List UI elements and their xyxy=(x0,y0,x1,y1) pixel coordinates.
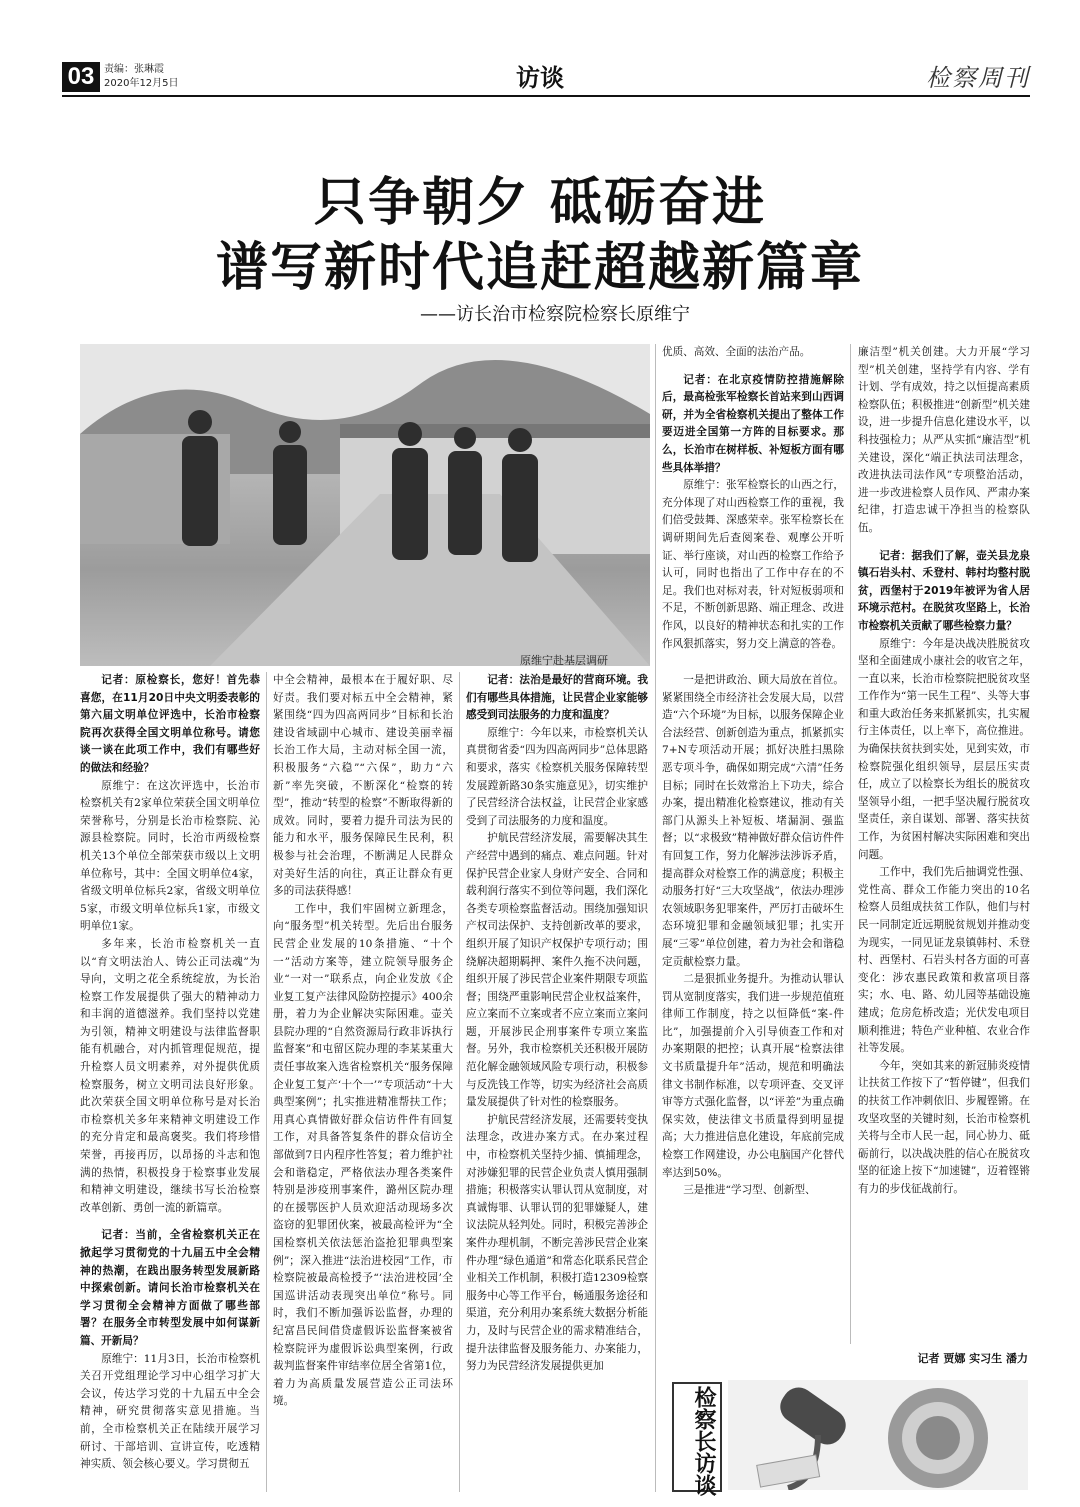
column-rule xyxy=(655,344,656,1492)
interview-question: 记者：法治是最好的营商环境。我们有哪些具体措施，让民营企业家能够感受到司法服务的力度和温度？ xyxy=(466,674,648,722)
interview-paragraph: 中全会精神，最根本在于履好职、尽好责。我们要对标五中全会精神，紧紧围绕“四为四高两同步”目标和长治建设省域副中心城市、建设美丽幸福长治工作大局，主动对标全国一流，积极服务“六稳”“六保”，助力“六新”率先突破，不断深化“检察的转型”，推动“转型的检察”不断取得新的成效。同时，要着力提升司法为民的能力和水平，服务保障民生民利，积极参与社会治理，不断满足人民群众对美好生活的向往，真正让群众有更多的司法获得感！ xyxy=(273,674,453,898)
interview-paragraph: 二是狠抓业务提升。为推动认罪认罚从宽制度落实，我们进一步规范值班律师工作制度，持之以恒降低“案-件比”，加强提前介入引导侦查工作和对办案期限的把控；认真开展“检察法律文书质量提升年”活动，规范和明确法律文书制作标准，以专项评查、交叉评审等方式强化监督，以“评差”为重点确保实效，使法律文书质量得到明显提高；大力推进信息化建设，年底前完成检察工作网建设，办公电脑国产化替代率达到50%。 xyxy=(662,973,844,1179)
interview-paragraph: 原维宁：在这次评选中，长治市检察机关有2家单位荣获全国文明单位荣誉称号，分别是长治市检察院、沁源县检察院。同时，长治市两级检察机关13个单位全部荣获市级以上文明单位称号，其中：全国文明单位4家，省级文明单位标兵2家，省级文明单位5家，市级文明单位标兵1家，市级文明单位1家。 xyxy=(80,779,260,933)
header-rule xyxy=(62,95,1030,97)
interview-badge xyxy=(668,1380,1028,1490)
microphone-icon xyxy=(668,1380,1028,1490)
text-column-4-top xyxy=(662,344,844,662)
interview-paragraph: 多年来，长治市检察机关一直以“育文明法治人、铸公正司法魂”为导向，文明之花全系统绽放，为长治检察工作发展提供了强大的精神动力和丰润的道德滋养。我们坚持以党建为引领，精神文明建设与法律监督职能有机融合，对内抓管理促规范，提升检察人员文明素养，对外提供优质检察服务，树立文明司法良好形象。此次荣获全国文明单位称号是对长治市检察机关多年来精神文明建设工作的充分肯定和最高褒奖。我们将珍惜荣誉，再接再厉，以昂扬的斗志和饱满的热情，积极投身于检察事业发展和精神文明建设，继续书写长治检察改革创新、勇创一流的新篇章。 xyxy=(80,937,260,1214)
text-column-5 xyxy=(858,344,1030,1342)
page-number: 03 xyxy=(62,62,100,92)
interview-paragraph: 廉洁型”机关创建。大力开展“学习型”机关创建，坚持学有内容、学有计划、学有成效，持之以恒提高素质检察队伍；积极推进“创新型”机关建设，进一步提升信息化建设水平，以科技强检力；从严从实抓“廉洁型”机关建设，深化“端正执法司法理念，改进执法司法作风”专项整治活动，进一步改进检察人员作风、严肃办案纪律，打造忠诚干净担当的检察队伍。 xyxy=(858,346,1030,534)
interview-paragraph: 工作中，我们牢固树立新理念，向“服务型”机关转型。先后出台服务民营企业发展的10条措施、“十个一”活动方案等，建立院领导服务企业“一对一”联系点，向企业发放《企业复工复产法律风险防控提示》400余册，着力为企业解决实际困难。壶关县院办理的“自然资源局行政非诉执行监督案”和屯留区院办理的李某某重大责任事故案入选省检察机关“服务保障企业复工复产‘十个一’”专项活动“十大典型案例”；扎实推进精准帮扶工作；用真心真情做好群众信访件件有回复工作，对具备答复条件的群众信访全部做到7日内程序性答复；着力维护社会和谐稳定，严格依法办理各类案件特别是涉疫刑事案件，潞州区院办理的在援鄂医护人员欢迎活动现场多次盗窃的犯罪团伙案，被最高检评为“全国检察机关依法惩治盗抢犯罪典型案例”；深入推进“法治进校园”工作，市检察院被最高检授予“‘法治进校园’全国巡讲活动表现突出单位”称号。同时，我们不断加强诉讼监督，办理的纪富昌民间借贷虚假诉讼监督案被省检察院评为虚假诉讼典型案例，行政裁判监督案件审结率位居全省第1位，着力为高质量发展营造公正司法环境。 xyxy=(273,902,453,1408)
column-rule xyxy=(266,672,267,1492)
byline: 记者 贾娜 实习生 潘力 xyxy=(917,1352,1028,1365)
paper-name: 检察周刊 xyxy=(926,64,1030,92)
paragraph-gap xyxy=(662,362,844,372)
article-photo xyxy=(80,344,650,666)
text-column-2 xyxy=(273,672,453,1492)
interview-question: 记者：原检察长，您好！首先恭喜您，在11月20日中央文明委表彰的第六届文明单位评选中，长治市检察院再次获得全国文明单位称号。请您谈一谈在此项工作中，我们有哪些好的做法和经验？ xyxy=(80,674,260,774)
column-rule xyxy=(459,672,460,1492)
text-column-4-bottom xyxy=(662,672,844,1372)
interview-paragraph: 今年，突如其来的新冠肺炎疫情让扶贫工作按下了“暂停键”，但我们的扶贫工作冲刺依旧、步履铿锵。在攻坚攻坚的关键时刻，长治市检察机关将与全市人民一起，同心协力、砥砺前行，以决战决胜的信心在脱贫攻坚的征途上按下“加速键”，迈着铿锵有力的步伐征战前行。 xyxy=(858,1059,1030,1195)
interview-paragraph: 工作中，我们先后抽调党性强、党性高、群众工作能力突出的10名检察人员组成扶贫工作队，他们与村民一同制定近远期脱贫规划并推动变为现实，一同见证龙泉镇韩村、禾登村、西堡村、石岩头村各方面的可喜变化：涉农惠民政策和救富项目落实；水、电、路、幼儿园等基础设施建成；危房危桥改造；光伏发电项目顺利推进；特色产业种植、农业合作社等发展。 xyxy=(858,866,1030,1055)
photo-illustration xyxy=(80,344,650,666)
interview-question: 记者：据我们了解，壶关县龙泉镇石岩头村、禾登村、韩村均整村脱贫，西堡村于2019年被评为省人居环境示范村。在脱贫攻坚路上，长治市检察机关贡献了哪些检察力量？ xyxy=(858,549,1030,632)
interview-paragraph: 护航民营经济发展，需要解决其生产经营中遇到的痛点、难点问题。针对保护民营企业家人身财产安全、合同和载利润行落实不到位等问题，我们深化各类专项检察监督活动。围绕加强知识产权司法保护、支持创新改革的要求，组织开展了知识产权保护专项行动；围绕解决超期羁押、案件久拖不决问题，组织开展了涉民营企业案件期限专项监督；围绕严重影响民营企业权益案件，应立案而不立案或者不应立案而立案问题，开展涉民企刑事案件专项立案监督。另外，我市检察机关还积极开展防范化解金融领域风险专项行动，积极参与反洗钱工作等，切实为经济社会高质量发展提供了针对性的检察服务。 xyxy=(466,832,648,1109)
interview-paragraph: 原维宁：今年是决战决胜脱贫攻坚和全面建成小康社会的收官之年，一直以来，长治市检察院把脱贫攻坚工作作为“第一民生工程”、头等大事和重大政治任务来抓紧抓实，扎实履行主体责任，以上率下，高位推进。为确保扶贫扶到实处，见到实效，市检察院强化组织领导，层层压实责任，成立了以检察长为组长的脱贫攻坚领导小组，一把手坚决履行脱贫攻坚责任，亲自谋划、部署、落实扶贫工作，为贫困村解决实际困难和突出问题。 xyxy=(858,637,1030,861)
badge-label: 检察长访谈 xyxy=(691,1386,716,1496)
paragraph-gap xyxy=(858,538,1030,548)
text-column-1 xyxy=(80,672,260,1492)
issue-date: 2020年12月5日 xyxy=(104,78,179,89)
column-rule xyxy=(850,344,851,1344)
interview-paragraph: 原维宁：11月3日，长治市检察机关召开党组理论学习中心组学习扩大会议，传达学习党的十九届五中全会精神，研究贯彻落实意见措施。当前，全市检察机关正在陆续开展学习研讨、干部培训、宣讲宣传，吃透精神实质、领会核心要义。学习贯彻五 xyxy=(80,1352,260,1471)
headline-line-1: 只争朝夕 砥砺奋进 xyxy=(313,173,767,233)
interview-question: 记者：当前，全省检察机关正在掀起学习贯彻党的十九届五中全会精神的热潮，在践出服务转型发展新路中探索创新。请问长治市检察机关在学习贯彻全会精神方面做了哪些部署？在服务全市转型发展中如何谋新篇、开新局？ xyxy=(80,1229,260,1347)
section-title: 访谈 xyxy=(516,63,564,92)
interview-paragraph: 原维宁：今年以来，市检察机关认真贯彻省委“四为四高两同步”总体思路和要求，落实《检察机关服务保障转型发展蹚新路30条实施意见》，切实维护了民营经济合法权益，让民营企业家感受到了司法服务的力度和温度。 xyxy=(466,726,648,827)
header-meta xyxy=(104,63,179,91)
interview-paragraph: 三是推进“学习型、创新型、 xyxy=(683,1184,816,1197)
interview-paragraph: 护航民营经济发展，还需要转变执法理念，改进办案方式。在办案过程中，市检察机关坚持少捕、慎捕理念，对涉嫌犯罪的民营企业负责人慎用强制措施；积极落实认罪认罚从宽制度，对真诚悔罪、认罪认罚的犯罪嫌疑人，建议法院从轻判处。同时，积极完善涉企案件办理机制，不断完善涉民营企业案件办理“绿色通道”和常态化联系民营企业相关工作机制，积极打造12309检察服务中心等工作平台，畅通服务途径和渠道，充分利用办案系统大数据分析能力，及时与民营企业的需求精准结合，提升法律监督及服务能力、办案能力，努力为民营经济发展提供更加 xyxy=(466,1113,648,1373)
interview-paragraph: 原维宁：张军检察长的山西之行，充分体现了对山西检察工作的重视，我们倍受鼓舞、深感荣幸。张军检察长在调研期间先后查阅案卷、观摩公开听证、举行座谈，对山西的检察工作给予认可，同时也指出了工作中存在的不足。我们也对标对表，针对短板弱项和不足，不断创新思路、端正理念、改进作风，以良好的精神状态和扎实的工作作风狠抓落实，努力交上满意的答卷。 xyxy=(662,479,844,650)
editor-label: 责编：张琳霞 xyxy=(104,64,164,75)
photo-caption: 原维宁赴基层调研 xyxy=(520,654,608,667)
interview-paragraph: 一是把讲政治、顾大局放在首位。紧紧围绕全市经济社会发展大局，以营造“六个环境”为目标，以服务保障企业合法经营、创新创造为重点，抓紧抓实7+N专项活动开展；抓好决胜扫黑除恶专项斗争，确保如期完成“六清”任务目标；同时在长效常治上下功夫，综合办案，提出精准化检察建议，推动有关部门从源头上补短板、堵漏洞、强监督；以“求极致”精神做好群众信访件件有回复工作，努力化解涉法涉诉矛盾，提高群众对检察工作的满意度；积极主动服务打好“三大攻坚战”，依法办理涉农领域职务犯罪案件，严厉打击破坏生态环境犯罪和金融领域犯罪；扎实开展“三零”单位创建，着力为社会和谐稳定贡献检察力量。 xyxy=(662,674,844,968)
text-column-3 xyxy=(466,672,648,1492)
headline-line-2: 谱写新时代追赶超越新篇章 xyxy=(215,238,864,298)
interview-question: 记者：在北京疫情防控措施解除后，最高检张军检察长首站来到山西调研，并为全省检察机关提出了整体工作要迈进全国第一方阵的目标要求。那么，长治市在树样板、补短板方面有哪些具体举措？ xyxy=(662,373,844,474)
subheadline: ——访长治市检察院检察长原维宁 xyxy=(420,304,690,325)
interview-paragraph: 优质、高效、全面的法治产品。 xyxy=(662,346,811,358)
paragraph-gap xyxy=(80,1217,260,1227)
